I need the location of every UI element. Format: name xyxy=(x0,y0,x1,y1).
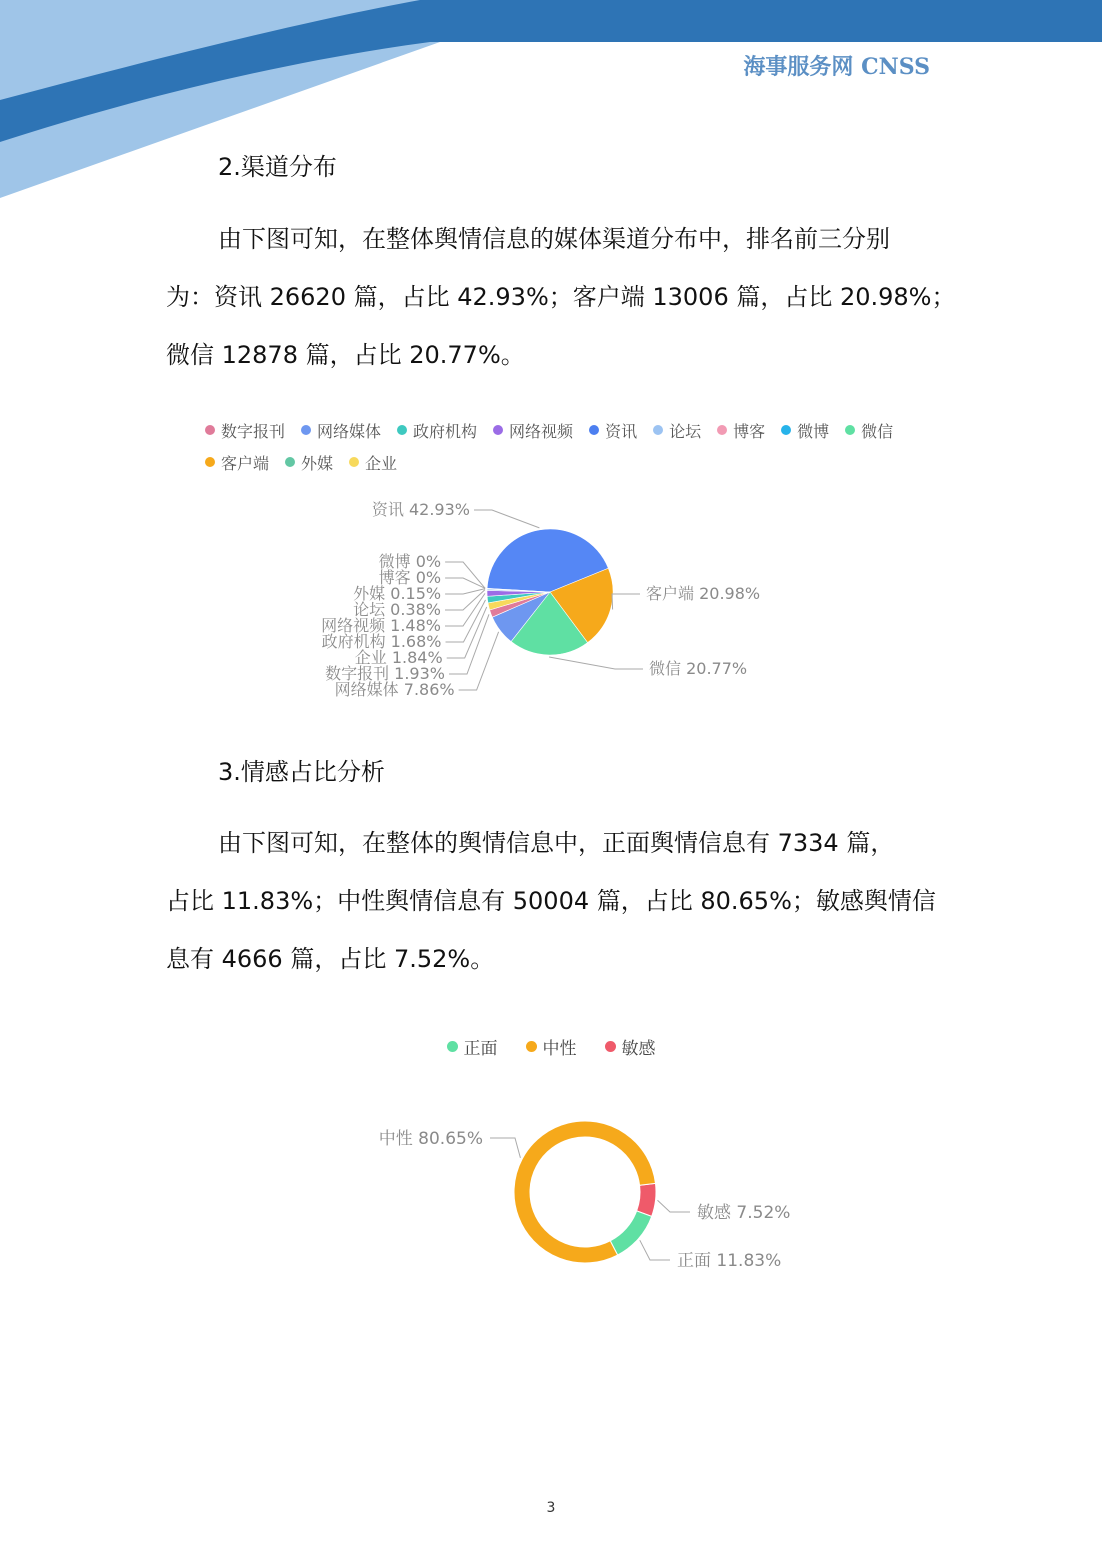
pie-label-line xyxy=(549,657,643,669)
pie-label-line xyxy=(446,600,486,642)
pie-label: 资讯 42.93% xyxy=(371,500,470,519)
header-decoration xyxy=(0,0,1102,210)
donut-label-line xyxy=(490,1138,520,1158)
legend-item[interactable] xyxy=(285,451,333,474)
pie-label: 论坛 0.38% xyxy=(353,600,441,619)
legend-item[interactable] xyxy=(717,419,765,442)
section-heading-channel: 2.渠道分布 xyxy=(218,153,337,181)
legend-label: 博客 xyxy=(733,421,766,441)
legend-dot-icon xyxy=(845,425,855,435)
legend-label: 企业 xyxy=(365,453,398,473)
legend-item[interactable] xyxy=(349,451,397,474)
legend-dot-icon xyxy=(349,457,359,467)
legend-dot-icon xyxy=(781,425,791,435)
paragraph-line: 微信 12878 篇，占比 20.77%。 xyxy=(166,341,525,369)
legend-item[interactable] xyxy=(397,419,477,442)
pie-label-line xyxy=(474,510,539,528)
donut-label: 正面 11.83% xyxy=(677,1251,782,1271)
brand-logo-text: 海事服务网 CNSS xyxy=(743,54,930,80)
paragraph-channel xyxy=(166,210,956,384)
paragraph-line: 由下图可知，在整体的舆情信息中，正面舆情信息有 7334 篇， xyxy=(218,829,895,857)
pie-label: 政府机构 1.68% xyxy=(321,632,442,651)
pie-label: 微信 20.77% xyxy=(649,659,748,678)
pie-label: 博客 0% xyxy=(378,568,442,587)
legend-item[interactable] xyxy=(845,419,893,442)
paragraph-sentiment xyxy=(166,814,946,988)
pie-label-line xyxy=(445,578,485,588)
pie-label-line xyxy=(445,562,485,588)
legend-dot-icon xyxy=(205,425,215,435)
pie-label: 数字报刊 1.93% xyxy=(325,664,445,683)
paragraph-line: 息有 4666 篇，占比 7.52%。 xyxy=(166,945,495,973)
legend-item[interactable] xyxy=(605,1034,656,1059)
legend-item[interactable] xyxy=(301,419,381,442)
legend-label: 论坛 xyxy=(669,421,702,441)
legend-item[interactable] xyxy=(526,1034,577,1059)
legend-dot-icon xyxy=(301,425,311,435)
legend-item[interactable] xyxy=(447,1034,498,1059)
legend-label: 敏感 xyxy=(621,1039,656,1059)
paragraph-line: 占比 11.83%；中性舆情信息有 50004 篇，占比 80.65%；敏感舆情信 xyxy=(166,887,936,915)
legend-label: 微博 xyxy=(797,421,830,441)
paragraph-line: 由下图可知，在整体舆情信息的媒体渠道分布中，排名前三分别 xyxy=(218,225,890,253)
pie-label: 微博 0% xyxy=(378,552,442,571)
legend-dot-icon xyxy=(285,457,295,467)
legend-item[interactable] xyxy=(589,419,637,442)
legend-item[interactable] xyxy=(493,419,573,442)
sentiment-donut-chart xyxy=(0,1100,1102,1290)
pie-label-line xyxy=(449,614,489,674)
pie-label: 企业 1.84% xyxy=(354,648,443,667)
legend-label: 正面 xyxy=(463,1039,498,1059)
legend-dot-icon xyxy=(526,1041,537,1052)
paragraph-line: 为：资讯 26620 篇，占比 42.93%；客户端 13006 篇，占比 20.98%； xyxy=(166,283,956,311)
legend-dot-icon xyxy=(447,1041,458,1052)
legend-item[interactable] xyxy=(205,451,269,474)
legend-dot-icon xyxy=(205,457,215,467)
legend-item[interactable] xyxy=(653,419,701,442)
section-heading-sentiment: 3.情感占比分析 xyxy=(218,758,385,786)
legend-dot-icon xyxy=(397,425,407,435)
legend-dot-icon xyxy=(717,425,727,435)
legend-label: 数字报刊 xyxy=(221,421,286,441)
pie-label-line xyxy=(445,589,485,594)
legend-label: 网络媒体 xyxy=(317,421,382,441)
pie-label-line xyxy=(445,590,485,610)
legend-label: 微信 xyxy=(861,421,894,441)
legend-dot-icon xyxy=(653,425,663,435)
pie-label-line xyxy=(447,607,487,658)
pie-label: 外媒 0.15% xyxy=(353,584,442,603)
pie-label: 网络媒体 7.86% xyxy=(334,680,455,699)
legend-item[interactable] xyxy=(205,419,285,442)
pie-label-line xyxy=(612,594,640,610)
legend-dot-icon xyxy=(605,1041,616,1052)
legend-label: 客户端 xyxy=(221,453,270,473)
pie-label: 网络视频 1.48% xyxy=(321,616,441,635)
donut-label: 中性 80.65% xyxy=(378,1129,483,1149)
legend-label: 网络视频 xyxy=(509,421,574,441)
legend-item[interactable] xyxy=(781,419,829,442)
channel-chart-legend xyxy=(205,414,925,478)
donut-label-line xyxy=(658,1200,691,1212)
legend-dot-icon xyxy=(493,425,503,435)
donut-label: 敏感 7.52% xyxy=(697,1203,791,1223)
page-number: 3 xyxy=(546,1500,556,1516)
sentiment-chart-legend xyxy=(0,1034,1102,1059)
legend-label: 外媒 xyxy=(301,453,334,473)
pie-label: 客户端 20.98% xyxy=(646,584,761,603)
legend-dot-icon xyxy=(589,425,599,435)
legend-label: 中性 xyxy=(542,1039,577,1059)
legend-label: 资讯 xyxy=(605,421,638,441)
channel-pie-chart xyxy=(0,480,1102,720)
donut-label-line xyxy=(640,1240,670,1260)
donut-slice[interactable] xyxy=(610,1211,651,1255)
legend-label: 政府机构 xyxy=(413,421,478,441)
